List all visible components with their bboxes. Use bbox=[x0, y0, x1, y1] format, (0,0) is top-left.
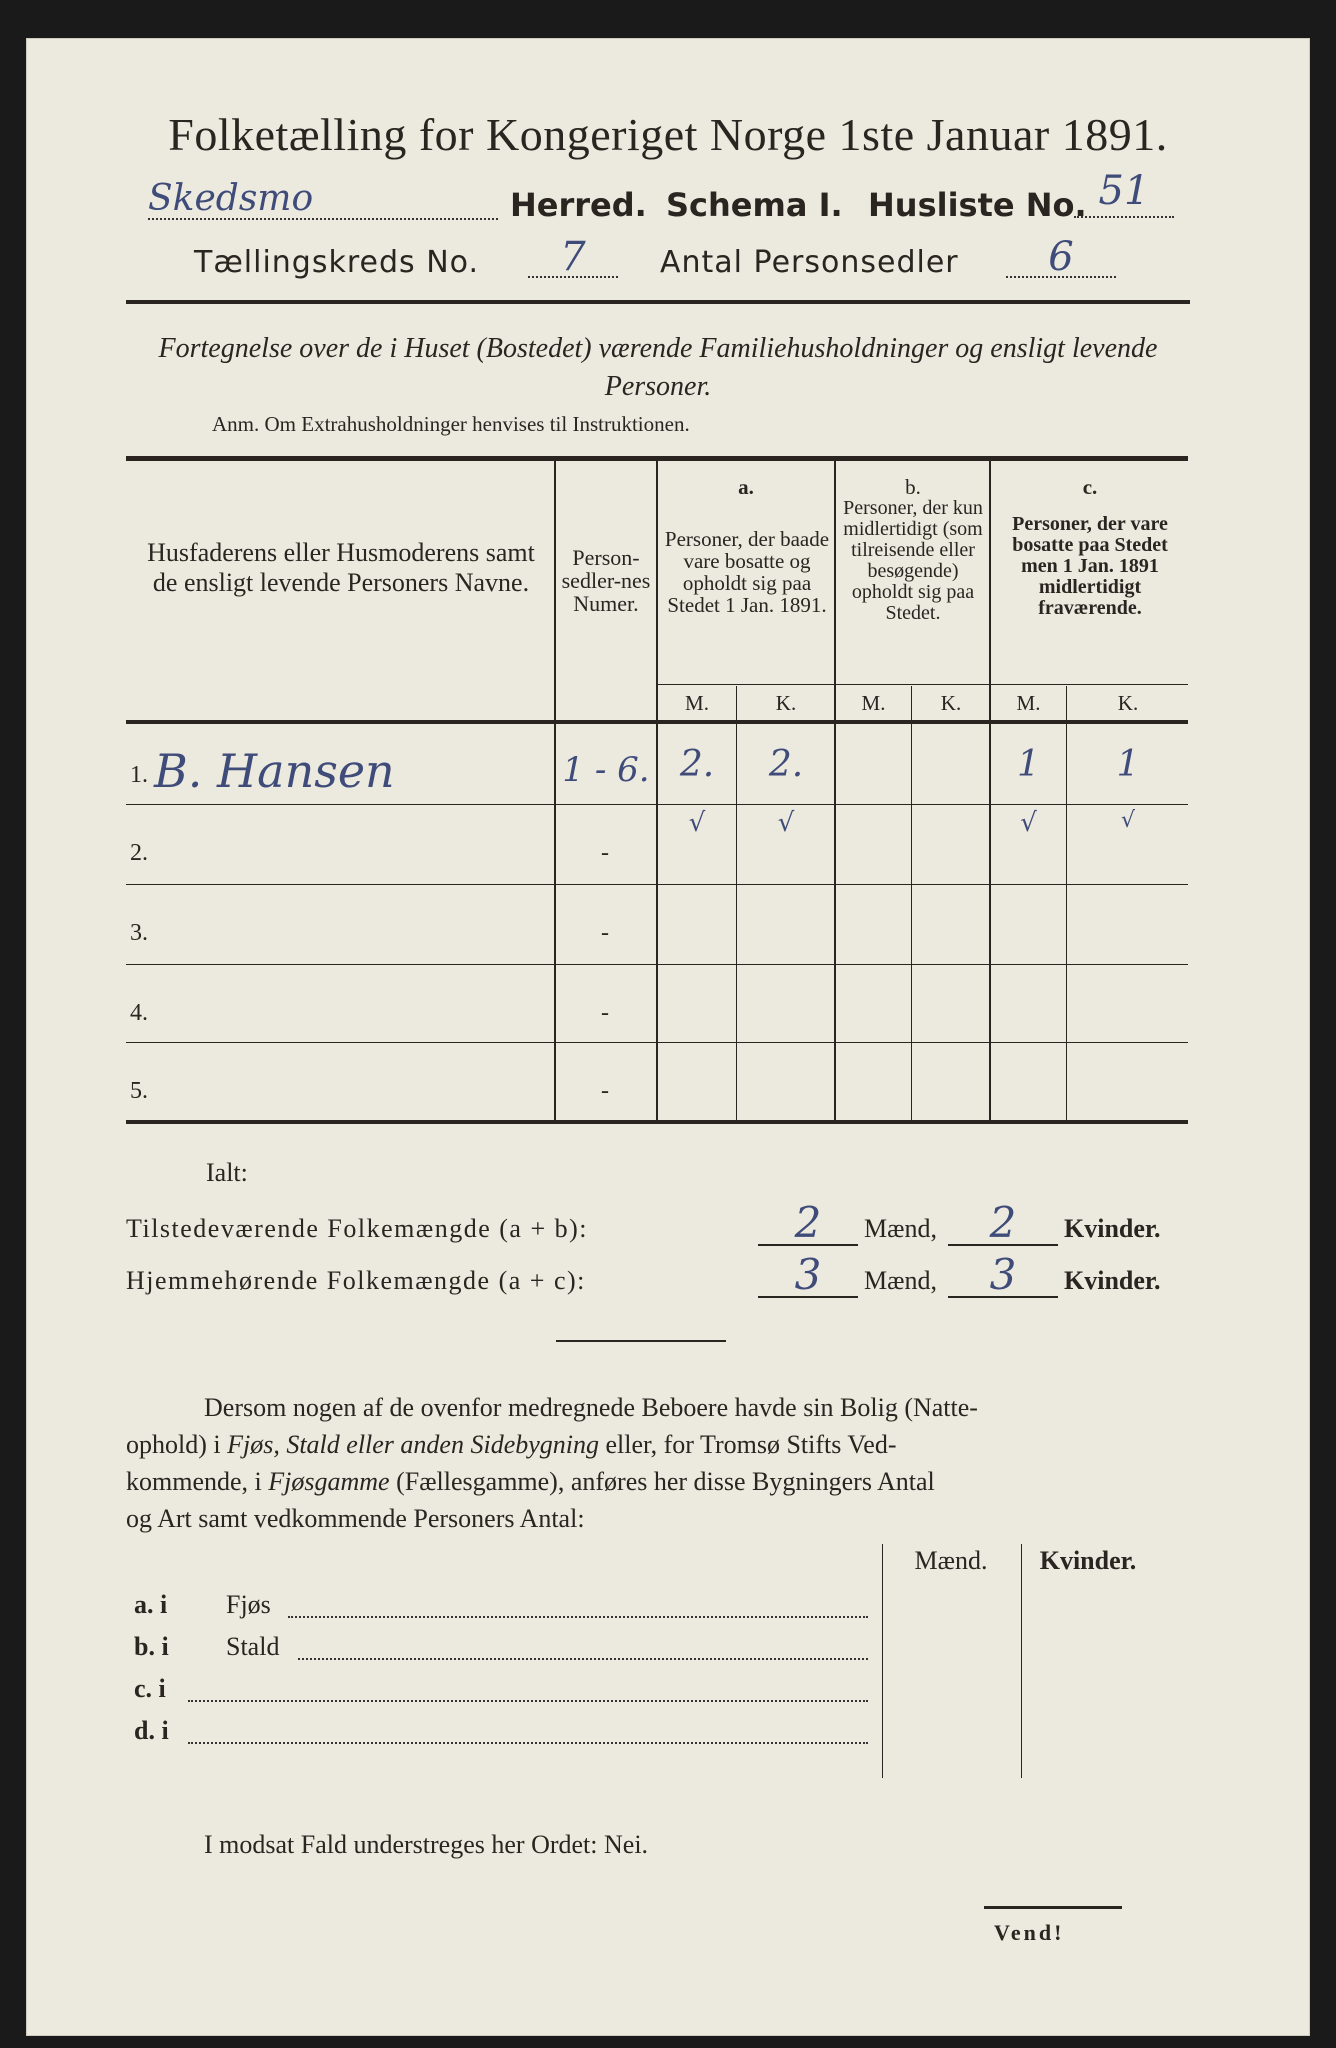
col-ck-label: K. bbox=[1117, 691, 1139, 715]
building-row-a-line bbox=[288, 1616, 868, 1618]
buildings-line-3a: kommende, i bbox=[126, 1466, 269, 1496]
col-b-header: Personer, der kun midlertidigt (som tilreisende eller besøgende) opholdt sig paa Stedet. bbox=[843, 497, 983, 624]
hjemme-label: Hjemmehørende Folkemængde (a + c): bbox=[126, 1266, 586, 1295]
buildings-line-3b: Fjøsgamme bbox=[268, 1466, 390, 1496]
table-divider bbox=[1066, 686, 1067, 1122]
antal-value: 6 bbox=[1006, 234, 1116, 278]
row-1-name: B. Hansen bbox=[154, 744, 395, 798]
building-row-b-label: b. i bbox=[134, 1632, 169, 1661]
col-num-header: Person-sedler-nes Numer. bbox=[561, 545, 651, 617]
row-2-personsedler: - bbox=[601, 840, 609, 866]
header-rule bbox=[126, 300, 1190, 304]
buildings-divider bbox=[882, 1544, 883, 1778]
col-a-letter: a. bbox=[738, 475, 754, 499]
row-rule bbox=[126, 804, 1188, 805]
col-c-letter: c. bbox=[1082, 475, 1098, 499]
row-5-personsedler: - bbox=[601, 1078, 609, 1104]
building-row-c-label: c. i bbox=[134, 1674, 166, 1703]
row-4-personsedler: - bbox=[601, 1000, 609, 1026]
row-rule bbox=[126, 884, 1188, 885]
tilstede-kvinder-value: 2 bbox=[948, 1198, 1058, 1246]
col-bm-label: M. bbox=[861, 691, 886, 715]
row-2-a-m-check: √ bbox=[688, 808, 706, 838]
herred-label: Herred. bbox=[510, 186, 647, 224]
buildings-line-2 bbox=[126, 1427, 1190, 1464]
buildings-kvinder-header: Kvinder. bbox=[1039, 1546, 1137, 1575]
building-row-b-line bbox=[298, 1658, 868, 1660]
table-divider bbox=[911, 686, 912, 1122]
table-divider bbox=[656, 459, 658, 1122]
anm-note: Anm. Om Extrahusholdninger henvises til Instruktionen. bbox=[212, 412, 690, 436]
hjemme-maend-label: Mænd, bbox=[864, 1266, 937, 1295]
row-3-number: 3. bbox=[130, 920, 148, 946]
row-2-c-k-check: √ bbox=[1120, 808, 1136, 833]
buildings-line-2b: Fjøs, Stald eller anden Sidebygning bbox=[227, 1429, 599, 1459]
row-2-c-m-check: √ bbox=[1020, 808, 1037, 838]
row-5-number: 5. bbox=[130, 1078, 148, 1104]
hjemme-kvinder-label: Kvinder. bbox=[1064, 1266, 1161, 1295]
buildings-line-1: Dersom nogen af de ovenfor medregnede Beboere havde sin Bolig (Natte- bbox=[204, 1393, 978, 1422]
row-1-a-k: 2. bbox=[768, 744, 804, 785]
table-divider bbox=[834, 459, 836, 1122]
row-1-number: 1. bbox=[130, 762, 148, 788]
col-c-header: Personer, der vare bosatte paa Stedet men 1 Jan. 1891 midlertidigt fraværende. bbox=[1012, 513, 1168, 619]
building-row-a-label: a. i bbox=[134, 1590, 168, 1619]
row-2-a-k-check: √ bbox=[777, 808, 795, 838]
herred-value: Skedsmo bbox=[148, 178, 498, 220]
col-bk-label: K. bbox=[940, 691, 962, 715]
buildings-maend-header: Mænd. bbox=[914, 1546, 988, 1575]
section-divider bbox=[556, 1340, 726, 1342]
row-rule bbox=[126, 964, 1188, 965]
building-row-c-line bbox=[188, 1700, 868, 1702]
row-3-personsedler: - bbox=[601, 920, 609, 946]
buildings-line-3c: (Fællesgamme), anføres her disse Bygningers Antal bbox=[389, 1466, 935, 1496]
vend-rule bbox=[984, 1906, 1122, 1909]
hjemme-kvinder-value: 3 bbox=[948, 1250, 1058, 1298]
form-title: Folketælling for Kongeriget Norge 1ste Januar 1891. bbox=[168, 109, 1168, 160]
building-row-d-line bbox=[188, 1742, 868, 1744]
tilstede-maend-label: Mænd, bbox=[864, 1214, 937, 1243]
col-name-header: Husfaderens eller Husmoderens samt de ensligt levende Personers Navne. bbox=[147, 538, 535, 597]
col-cm-label: M. bbox=[1016, 691, 1041, 715]
buildings-line-4: og Art samt vedkommende Personers Antal: bbox=[126, 1503, 585, 1533]
table-divider bbox=[736, 686, 737, 1122]
vend-label: Vend! bbox=[994, 1920, 1065, 1945]
buildings-line-3 bbox=[126, 1464, 1190, 1501]
schema-label: Schema I. bbox=[666, 186, 843, 224]
buildings-line-2a: ophold) i bbox=[126, 1429, 228, 1459]
table-divider bbox=[989, 459, 991, 1122]
buildings-text bbox=[126, 1390, 1190, 1538]
mk-rule bbox=[656, 684, 1188, 685]
row-1-a-m: 2. bbox=[679, 744, 715, 785]
tilstede-label: Tilstedeværende Folkemængde (a + b): bbox=[126, 1214, 588, 1243]
kreds-value: 7 bbox=[528, 234, 618, 278]
tilstede-maend-value: 2 bbox=[758, 1198, 858, 1246]
husliste-value: 51 bbox=[1074, 168, 1174, 218]
row-rule bbox=[126, 1042, 1188, 1043]
buildings-line-2c: eller, for Tromsø Stifts Ved- bbox=[599, 1429, 897, 1459]
buildings-divider bbox=[1021, 1544, 1022, 1778]
modsat-note: I modsat Fald understreges her Ordet: Nei. bbox=[204, 1830, 649, 1859]
row-1-c-k: 1 bbox=[1116, 744, 1140, 785]
col-b-letter: b. bbox=[905, 475, 921, 499]
row-1-personsedler: 1 - 6. bbox=[562, 750, 650, 790]
kreds-label: Tællingskreds No. bbox=[194, 245, 479, 280]
census-form bbox=[26, 38, 1310, 2036]
intro-text: Fortegnelse over de i Huset (Bostedet) værende Familiehusholdninger og ensligt levende Personer. bbox=[158, 333, 1158, 402]
hjemme-maend-value: 3 bbox=[758, 1250, 858, 1298]
antal-label: Antal Personsedler bbox=[660, 245, 959, 280]
row-2-number: 2. bbox=[130, 840, 148, 866]
row-1-c-m: 1 bbox=[1017, 744, 1040, 785]
building-row-a-text: Fjøs bbox=[226, 1590, 271, 1619]
building-row-d-label: d. i bbox=[134, 1716, 169, 1745]
husliste-label: Husliste No. bbox=[868, 186, 1087, 224]
col-ak-label: K. bbox=[775, 691, 797, 715]
col-am-label: M. bbox=[685, 691, 709, 715]
col-a-header: Personer, der baade vare bosatte og opholdt sig paa Stedet 1 Jan. 1891. bbox=[664, 527, 830, 618]
tilstede-kvinder-label: Kvinder. bbox=[1064, 1214, 1161, 1243]
row-4-number: 4. bbox=[130, 1000, 148, 1026]
ialt-label: Ialt: bbox=[206, 1158, 248, 1187]
building-row-b-text: Stald bbox=[226, 1632, 280, 1661]
